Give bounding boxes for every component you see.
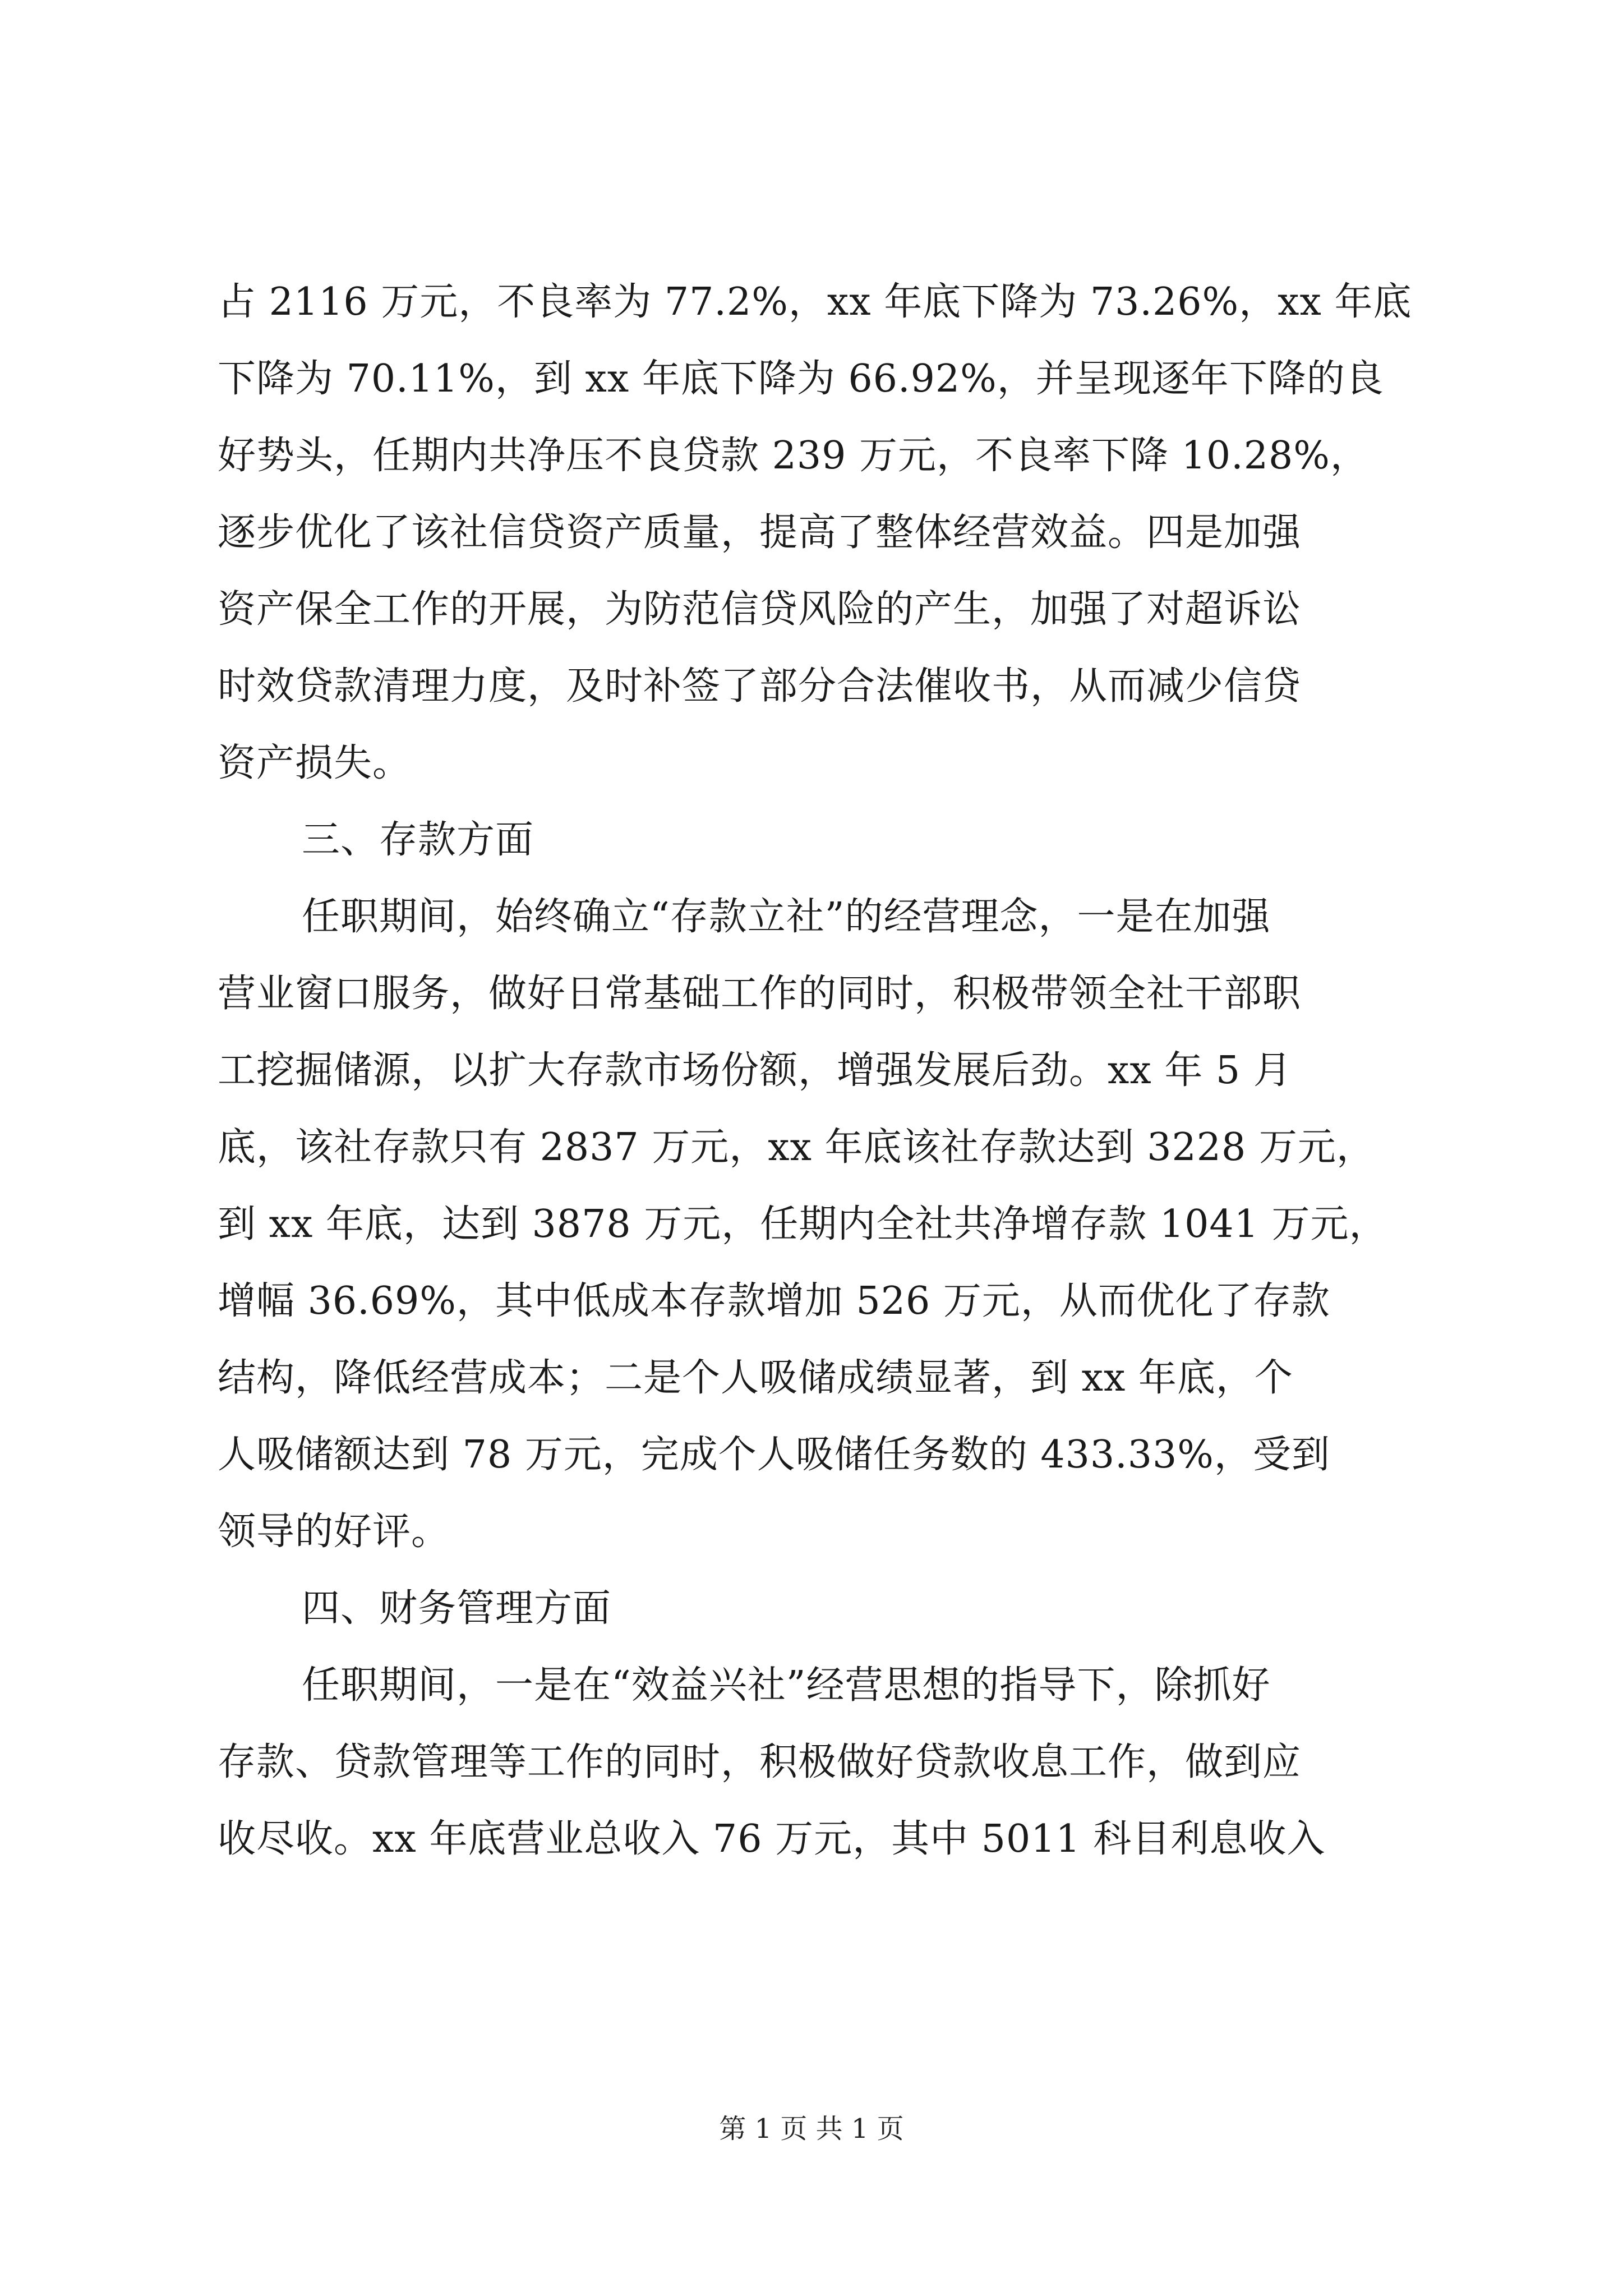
text-line: 领导的好评。 [218,1510,450,1554]
text-line: 存款、贷款管理等工作的同时，积极做好贷款收息工作，做到应 [218,1740,1302,1784]
text-line: 底，该社存款只有 2837 万元，xx 年底该社存款达到 3228 万元， [218,1125,1375,1170]
text-line: 占 2116 万元，不良率为 77.2%，xx 年底下降为 73.26%，xx 年底 [218,280,1412,324]
text-line: 时效贷款清理力度，及时补签了部分合法催收书，从而减少信贷 [218,664,1302,708]
text-line: 营业窗口服务，做好日常基础工作的同时，积极带领全社干部职 [218,972,1302,1016]
text-line: 逐步优化了该社信贷资产质量，提高了整体经营效益。四是加强 [218,510,1302,555]
text-line: 增幅 36.69%，其中低成本存款增加 526 万元，从而优化了存款 [218,1279,1330,1323]
text-line: 好势头，任期内共净压不良贷款 239 万元，不良率下降 10.28%， [218,434,1369,478]
page-footer: 第 1 页 共 1 页 [719,2113,904,2145]
text-line: 下降为 70.11%，到 xx 年底下降为 66.92%，并呈现逐年下降的良 [218,357,1384,401]
text-line: 收尽收。xx 年底营业总收入 76 万元，其中 5011 科目利息收入 [218,1817,1326,1861]
paragraph-start: 任职期间，一是在“效益兴社”经营思想的指导下，除抓好 [302,1663,1271,1708]
section-heading-finance: 四、财务管理方面 [302,1586,612,1631]
text-line: 到 xx 年底，达到 3878 万元，任期内全社共净增存款 1041 万元， [218,1202,1388,1246]
text-line: 资产损失。 [218,741,412,785]
text-line: 工挖掘储源，以扩大存款市场份额，增强发展后劲。xx 年 5 月 [218,1048,1292,1093]
paragraph-start: 任职期间，始终确立“存款立社”的经营理念，一是在加强 [302,895,1271,939]
text-line: 人吸储额达到 78 万元，完成个人吸储任务数的 433.33%，受到 [218,1433,1330,1477]
text-line: 结构，降低经营成本；二是个人吸储成绩显著，到 xx 年底，个 [218,1356,1293,1400]
section-heading-deposits: 三、存款方面 [302,818,534,862]
text-line: 资产保全工作的开展，为防范信贷风险的产生，加强了对超诉讼 [218,587,1302,632]
document-body [218,264,1418,1878]
